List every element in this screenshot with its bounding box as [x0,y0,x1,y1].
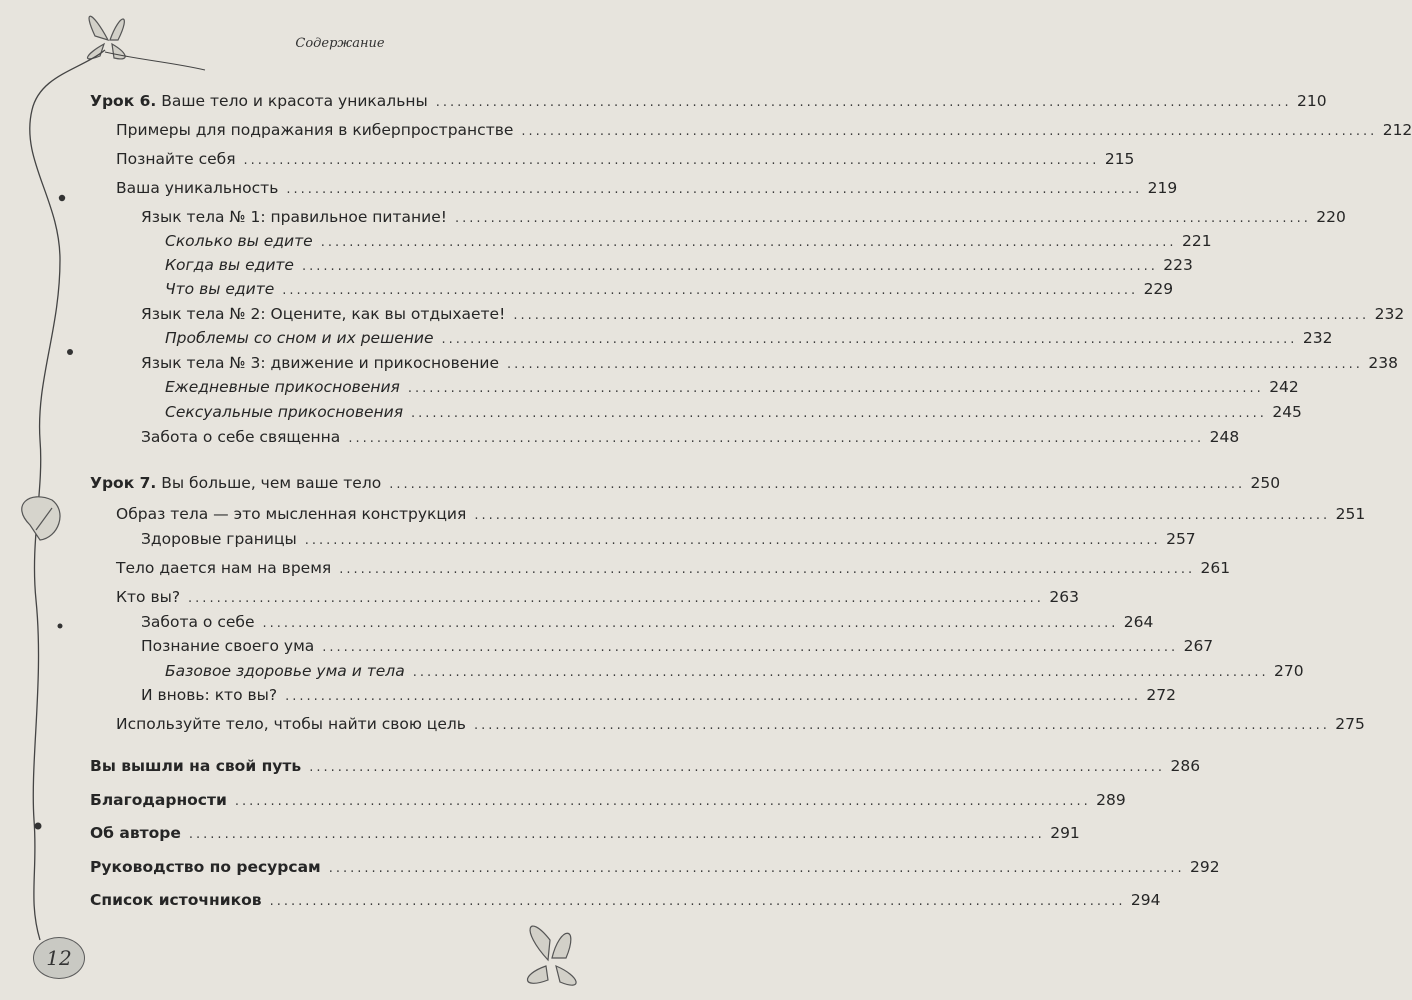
toc-entry-text: Забота о себе священна [141,428,341,446]
toc-entry-page: 245 [1272,403,1302,421]
toc-entry [116,557,1231,579]
toc-entry-text: Образ тела — это мысленная конструкция [116,505,467,523]
toc-entry-page: 294 [1130,891,1161,909]
toc-entry-text: Вы больше, чем ваше тело [156,474,382,492]
toc-entry-title [116,557,331,579]
toc-entry-title [141,426,340,448]
toc-entry-text: Язык тела № 2: Оцените, как вы отдыхаете! [141,305,506,323]
toc-entry-page: 272 [1146,686,1176,704]
toc-entry-title [90,889,262,911]
toc-entry-text: Сексуальные прикосновения [165,403,404,421]
toc-entry [90,755,1201,777]
toc-entry [165,278,1174,300]
dot-leader: ........................................................................................................................ [262,616,1119,631]
toc-entry-page: 215 [1104,150,1135,168]
toc-entry-page: 232 [1374,305,1405,323]
toc-entry [116,586,1079,608]
toc-entry [141,352,1398,374]
toc-entry [116,503,1366,525]
toc-entry-text: Список источников [90,891,262,909]
page-number-badge [33,937,85,979]
toc-entry-text: Ежедневные прикосновения [165,378,400,396]
toc-entry-title [116,503,466,525]
toc-entry-title [90,822,181,844]
toc-entry [165,327,1333,349]
toc-entry-title [90,789,227,811]
dot-leader: ........................................................................................................................ [513,308,1370,323]
toc-entry [141,684,1176,706]
toc-entry-page: 251 [1335,505,1366,523]
dot-leader: ........................................................................................................................ [269,894,1126,909]
toc-entry-title [116,713,466,735]
toc-entry-text: Проблемы со сном и их решение [165,329,434,347]
toc-entry-title [141,303,505,325]
toc-entry [165,230,1212,252]
toc-entry [165,376,1299,398]
dot-leader: ........................................................................................................................ [435,95,1292,110]
toc-entry-page: 286 [1170,757,1201,775]
toc-entry-title [165,401,403,423]
toc-entry-page: 289 [1096,791,1126,809]
dot-leader: ........................................................................................................................ [309,760,1166,775]
page-number: 12 [46,946,72,970]
dot-leader: ........................................................................................................................ [286,182,1143,197]
toc-entry-page: 220 [1316,208,1346,226]
toc-entry-page: 223 [1163,256,1193,274]
toc-entry-text: И вновь: кто вы? [141,686,278,704]
toc-entry-text: Познайте себя [116,150,236,168]
toc-entry [90,856,1220,878]
toc-entry-title [141,528,297,550]
dot-leader: ........................................................................................................................ [411,406,1267,421]
toc-entry-page: 221 [1181,232,1212,250]
dot-leader: ........................................................................................................................ [412,665,1269,680]
toc-entry-title [90,90,428,112]
toc-entry-page: 238 [1368,354,1398,372]
toc-entry [165,254,1193,276]
toc-entry-text: Примеры для подражания в киберпространстве [116,121,514,139]
toc-entry-title [116,177,278,199]
toc-entry [90,889,1161,911]
toc-entry-text: Благодарности [90,791,227,809]
dot-leader: ........................................................................................................................ [507,357,1363,372]
toc-entry [116,713,1365,735]
toc-entry-text: Ваша уникальность [116,179,279,197]
dot-leader: ........................................................................................................................ [188,827,1045,842]
toc-entry-title [165,278,274,300]
toc-entry-page: 219 [1147,179,1178,197]
dot-leader: ........................................................................................................................ [521,124,1378,139]
toc-entry-title [116,119,513,141]
toc-entry-text: Что вы едите [165,280,275,298]
toc-entry-title [165,230,313,252]
dot-leader: ........................................................................................................................ [441,332,1298,347]
toc-entry [141,611,1154,633]
toc-entry-text: Тело дается нам на время [116,559,332,577]
toc-entry-title [165,254,294,276]
toc-entry [141,528,1196,550]
toc-entry-page: 270 [1274,662,1304,680]
toc-entry-page: 275 [1335,715,1365,733]
toc-entry [116,148,1135,170]
dot-leader: ........................................................................................................................ [243,153,1100,168]
toc-entry [116,119,1412,141]
dot-leader: ........................................................................................................................ [234,794,1091,809]
toc-entry-title [141,611,255,633]
toc-entry-text: Базовое здоровье ума и тела [165,662,405,680]
toc-entry-title [141,206,447,228]
toc-entry [90,90,1327,112]
toc-entry-title [90,472,381,494]
toc-entry-page: 257 [1166,530,1196,548]
toc-entry-title [141,684,277,706]
toc-entry-text: Забота о себе [141,613,255,631]
toc-entry-text: Язык тела № 3: движение и прикосновение [141,354,500,372]
toc-entry-page: 212 [1382,121,1412,139]
toc-entry [90,822,1080,844]
toc-entry-title [165,327,434,349]
toc-entry-title [116,148,236,170]
toc-entry-text: Ваше тело и красота уникальны [156,92,428,110]
toc-entry [90,789,1126,811]
dot-leader: ........................................................................................................................ [348,431,1205,446]
toc-entry-title [90,755,301,777]
toc-entry-text: Язык тела № 1: правильное питание! [141,208,447,226]
toc-entry-text: Об авторе [90,824,181,842]
toc-entry-page: 261 [1200,559,1231,577]
dot-leader: ........................................................................................................................ [328,861,1185,876]
dot-leader: ........................................................................................................................ [455,211,1311,226]
lesson-number: Урок 6. [90,92,157,110]
toc-entry-text: Руководство по ресурсам [90,858,321,876]
toc-entry [116,177,1178,199]
toc-entry [90,472,1281,494]
dot-leader: ........................................................................................................................ [301,259,1158,274]
toc-entry-title [165,660,405,682]
dot-leader: ........................................................................................................................ [473,718,1330,733]
toc-entry-page: 229 [1143,280,1174,298]
toc-entry [141,206,1346,228]
toc-entry-page: 291 [1050,824,1080,842]
dot-leader: ........................................................................................................................ [320,235,1177,250]
toc-entry-page: 264 [1123,613,1154,631]
toc-entry-text: Кто вы? [116,588,181,606]
toc-entry-page: 263 [1049,588,1079,606]
toc-entry [165,401,1302,423]
dot-leader: ........................................................................................................................ [389,477,1246,492]
lesson-number: Урок 7. [90,474,157,492]
toc-entry [141,426,1240,448]
dot-leader: ........................................................................................................................ [188,591,1044,606]
toc-entry-page: 242 [1269,378,1299,396]
toc-entry-text: Используйте тело, чтобы найти свою цель [116,715,466,733]
dot-leader: ........................................................................................................................ [339,562,1196,577]
toc-entry-page: 232 [1302,329,1333,347]
toc-entry-title [116,586,180,608]
toc-entry-text: Здоровые границы [141,530,297,548]
toc-entry-page: 210 [1297,92,1327,110]
dot-leader: ........................................................................................................................ [304,533,1161,548]
dot-leader: ........................................................................................................................ [282,283,1139,298]
toc-entry-title [141,635,314,657]
running-header: Содержание [295,36,385,51]
toc-entry-text: Когда вы едите [165,256,294,274]
toc-entry [165,660,1304,682]
dot-leader: ........................................................................................................................ [407,381,1264,396]
toc-entry-page: 248 [1209,428,1240,446]
toc-entry-page: 267 [1183,637,1214,655]
toc-entry-text: Сколько вы едите [165,232,313,250]
dot-leader: ........................................................................................................................ [474,508,1331,523]
toc-entry-text: Познание своего ума [141,637,315,655]
toc-entry-page: 292 [1190,858,1220,876]
toc-entry-title [165,376,400,398]
toc-entry-title [90,856,321,878]
toc-entry-text: Вы вышли на свой путь [90,757,302,775]
dot-leader: ........................................................................................................................ [285,689,1141,704]
toc-entry [141,303,1405,325]
toc-entry-page: 250 [1250,474,1281,492]
toc-entry [141,635,1214,657]
dot-leader: ........................................................................................................................ [322,640,1179,655]
toc-entry-title [141,352,499,374]
